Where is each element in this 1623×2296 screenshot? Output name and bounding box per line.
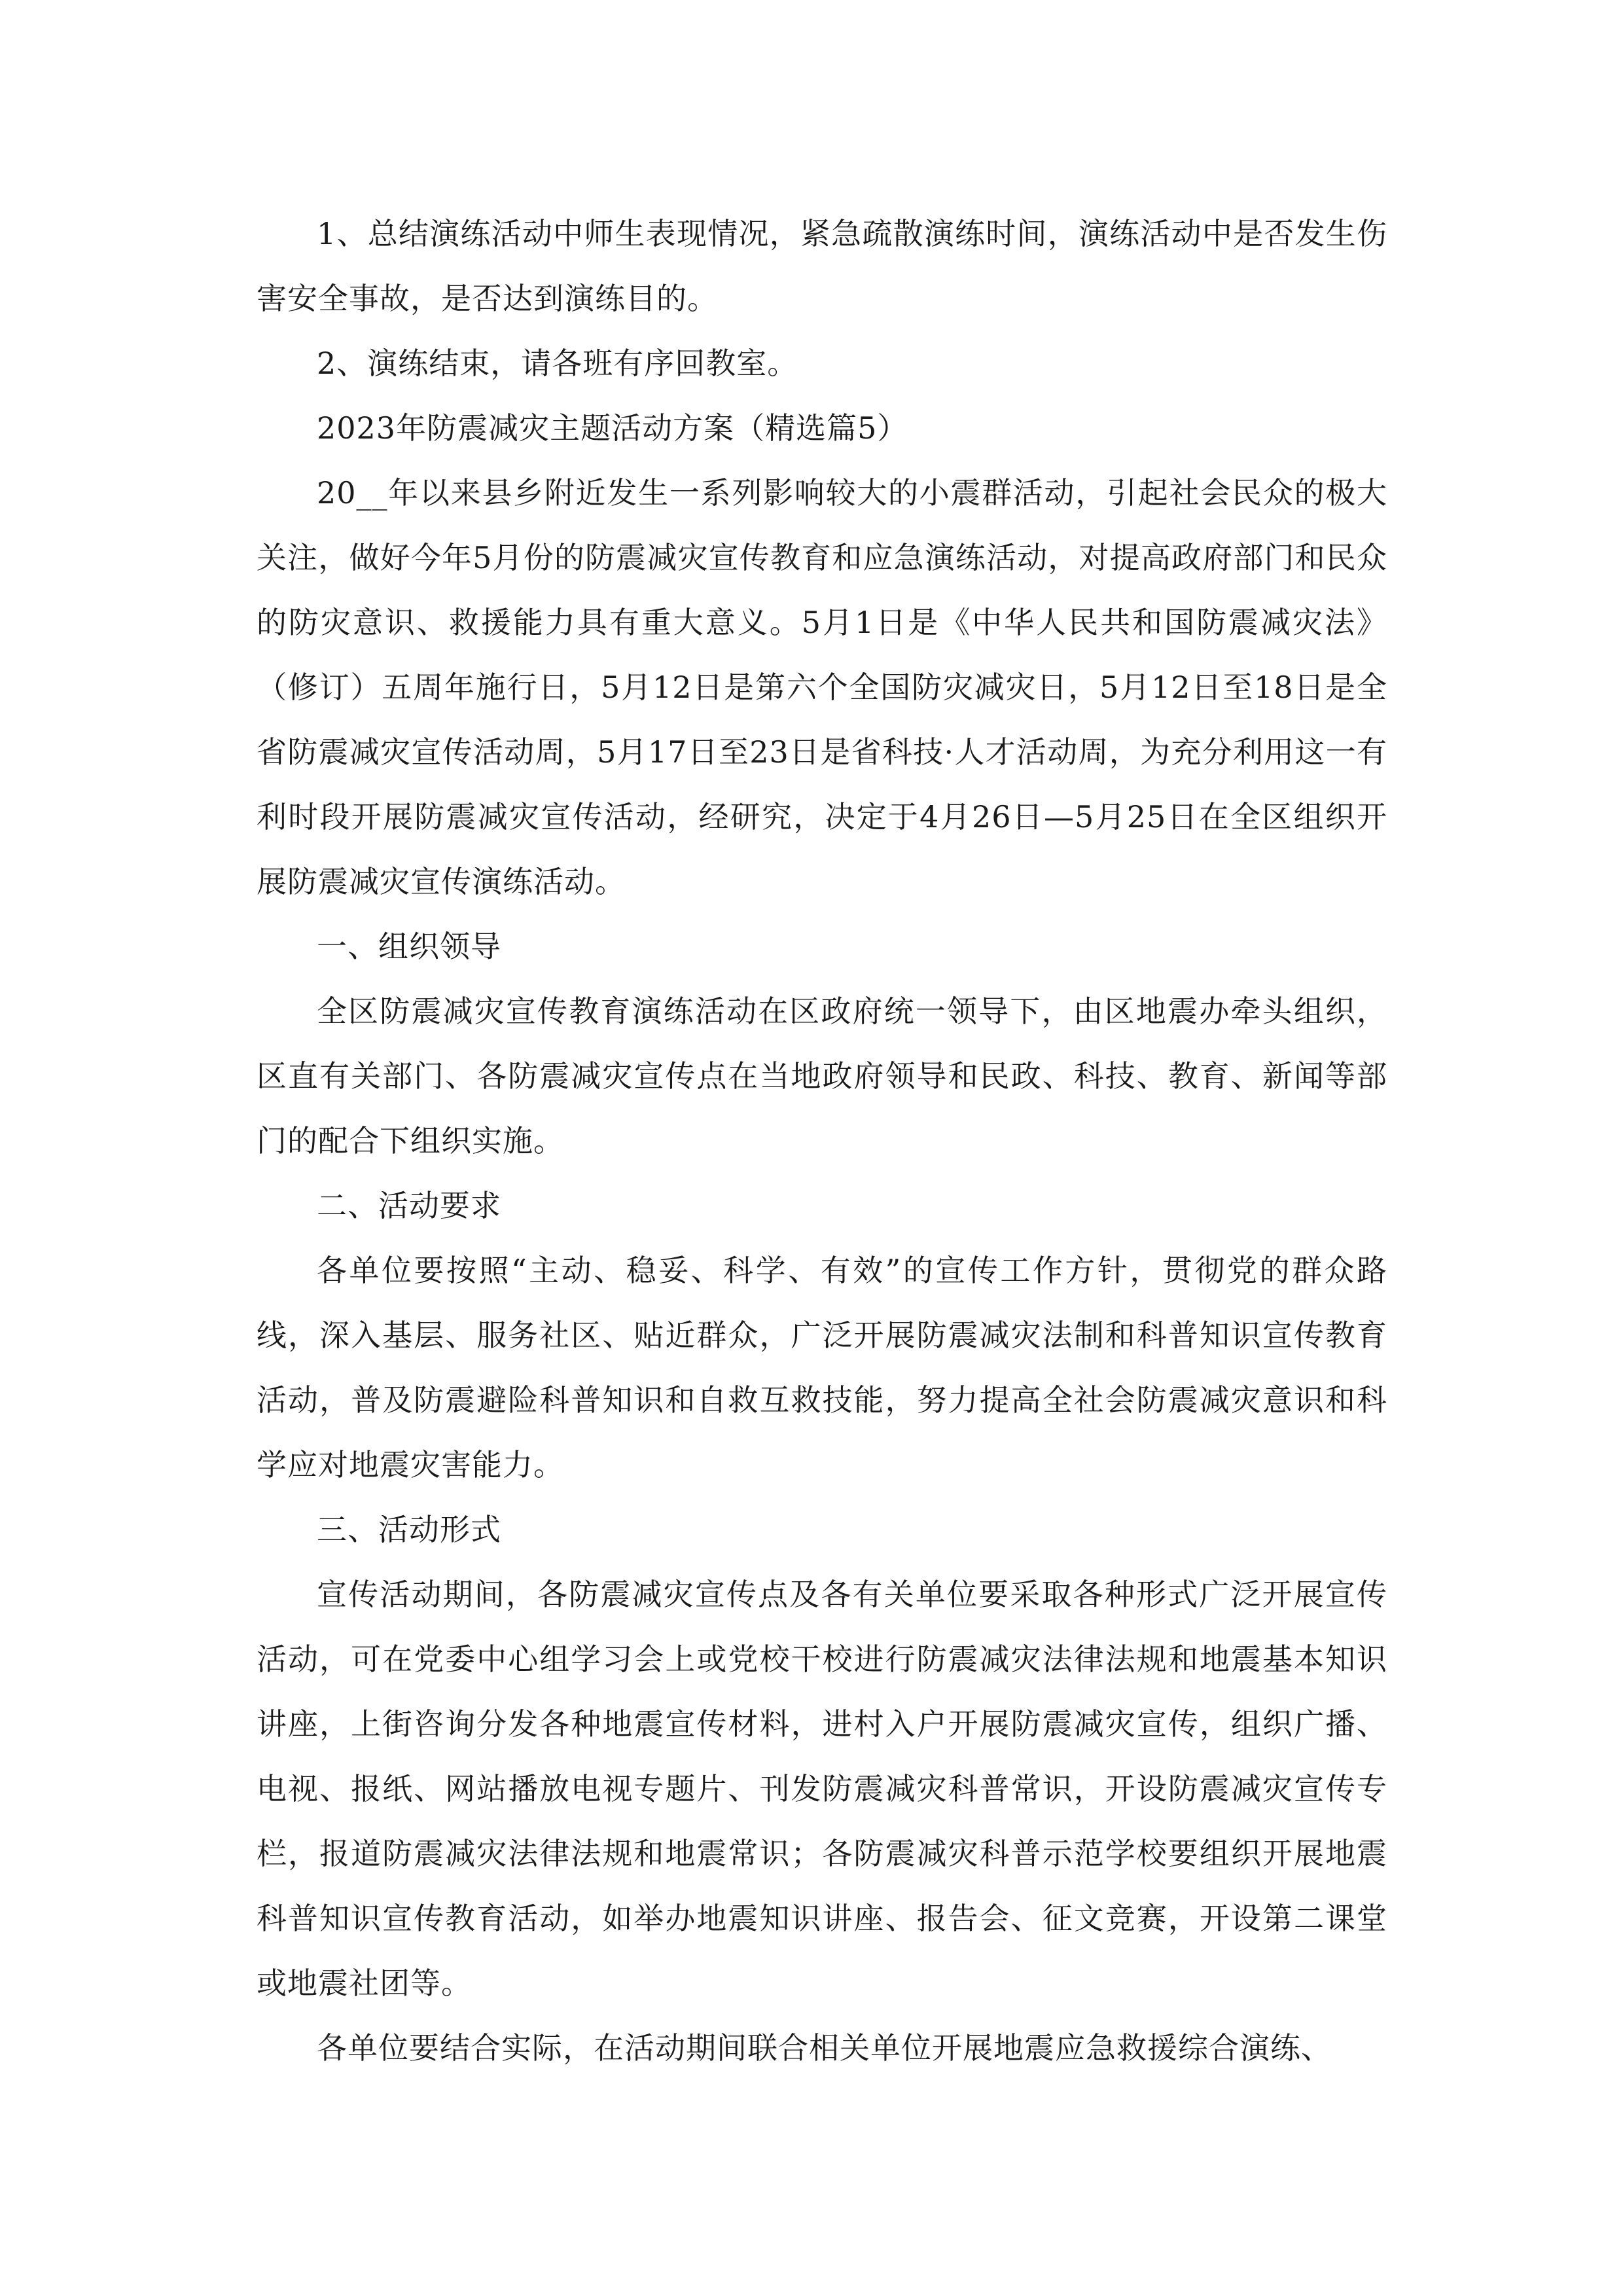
document-body [257, 202, 1387, 2081]
heading-organization: 一、组织领导 [317, 929, 501, 964]
paragraph-summary-item-1: 1、总结演练活动中师生表现情况，紧急疏散演练时间，演练活动中是否发生伤害安全事故，是否达到演练目的。 [257, 216, 1387, 316]
section-title: 2023年防震减灾主题活动方案（精选篇5） [317, 410, 908, 446]
heading-forms: 三、活动形式 [317, 1512, 501, 1547]
paragraph-forms: 宣传活动期间，各防震减灾宣传点及各有关单位要采取各种形式广泛开展宣传活动，可在党委中心组学习会上或党校干校进行防震减灾法律法规和地震基本知识讲座，上街咨询分发各种地震宣传材料，进村入户开展防震减灾宣传，组织广播、电视、报纸、网站播放电视专题片、刊发防震减灾科普常识，开设防震减灾宣传专栏，报道防震减灾法律法规和地震常识；各防震减灾科普示范学校要组织开展地震科普知识宣传教育活动，如举办地震知识讲座、报告会、征文竞赛，开设第二课堂或地震社团等。 [257, 1577, 1387, 2001]
heading-requirements: 二、活动要求 [317, 1188, 501, 1223]
paragraph-intro: 20__年以来县乡附近发生一系列影响较大的小震群活动，引起社会民众的极大关注，做好今年5月份的防震减灾宣传教育和应急演练活动，对提高政府部门和民众的防灾意识、救援能力具有重大意义。5月1日是《中华人民共和国防震减灾法》（修订）五周年施行日，5月12日是第六个全国防灾减灾日，5月12日至18日是全省防震减灾宣传活动周，5月17日至23日是省科技·人才活动周，为充分利用这一有利时段开展防震减灾宣传活动，经研究，决定于4月26日—5月25日在全区组织开展防震减灾宣传演练活动。 [257, 475, 1387, 899]
paragraph-requirements: 各单位要按照“主动、稳妥、科学、有效”的宣传工作方针，贯彻党的群众路线，深入基层、服务社区、贴近群众，广泛开展防震减灾法制和科普知识宣传教育活动，普及防震避险科普知识和自救互救技能，努力提高全社会防震减灾意识和科学应对地震灾害能力。 [257, 1253, 1387, 1482]
paragraph-drills: 各单位要结合实际，在活动期间联合相关单位开展地震应急救援综合演练、 [317, 2030, 1332, 2066]
paragraph-summary-item-2: 2、演练结束，请各班有序回教室。 [317, 346, 798, 381]
paragraph-organization: 全区防震减灾宣传教育演练活动在区政府统一领导下，由区地震办牵头组织，区直有关部门、各防震减灾宣传点在当地政府领导和民政、科技、教育、新闻等部门的配合下组织实施。 [257, 994, 1387, 1158]
